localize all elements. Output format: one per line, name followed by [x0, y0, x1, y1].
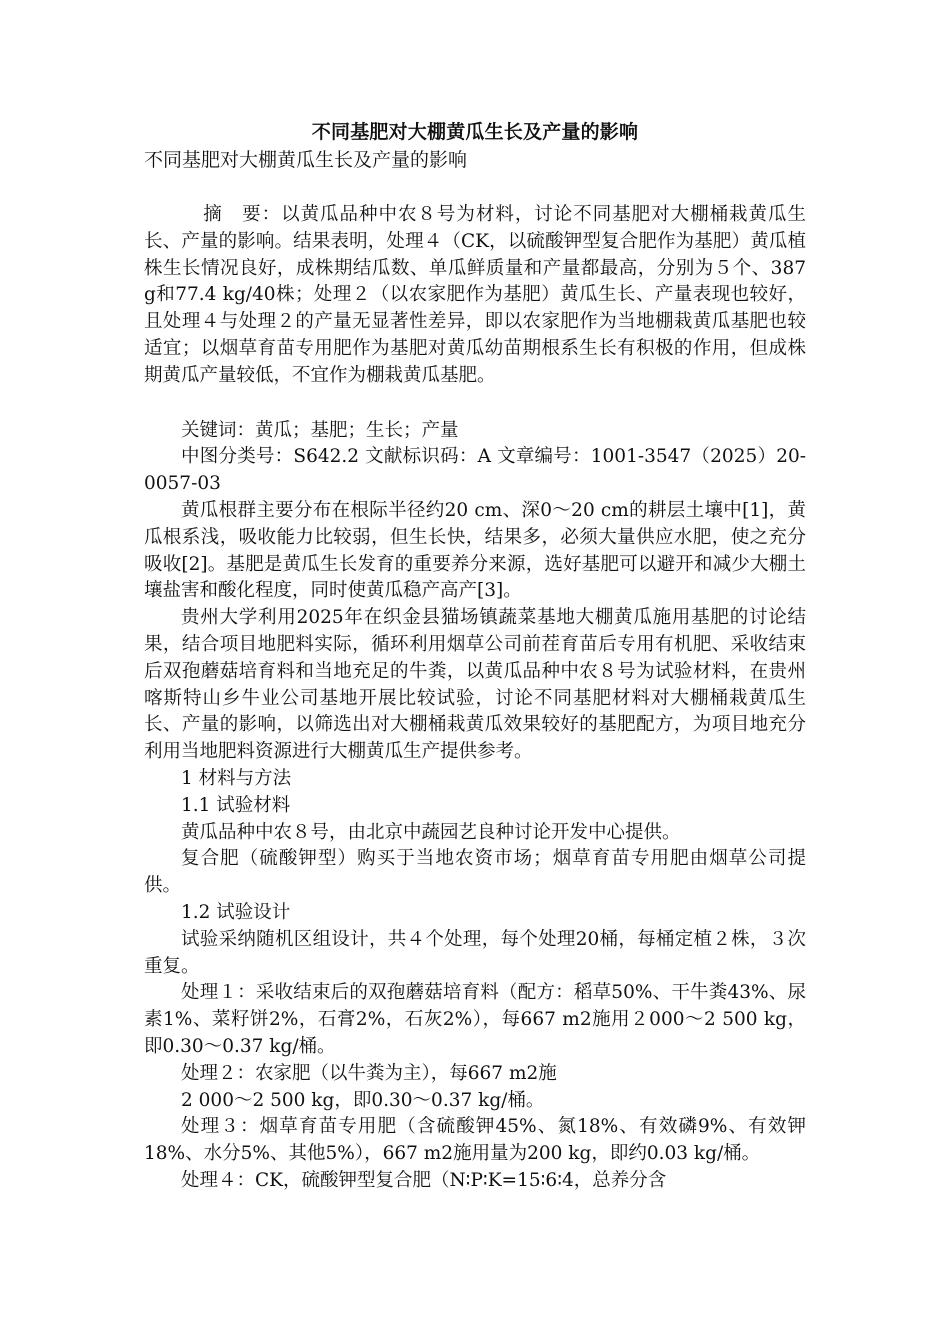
treatment-1-paragraph: 处理１：采收结束后的双孢蘑菇培育料（配方：稻草50%、干牛粪43%、尿素1%、菜籽饼2%，石膏2%，石灰2%），每667 m2施用２000～2 500 kg，即0.30～0.37 kg/桶。	[144, 982, 806, 1057]
treatment-4-paragraph: 处理４：CK，硫酸钾型复合肥（N∶P∶K=15∶6∶4，总养分含	[181, 1169, 667, 1191]
section-heading-materials-methods: 1 材料与方法	[181, 767, 292, 789]
subsection-heading-materials: 1.1 试验材料	[181, 794, 291, 816]
intro-paragraph-2: 贵州大学利用2025年在织金县猫场镇蔬菜基地大棚黄瓜施用基肥的讨论结果，结合项目地肥料实际，循环利用烟草公司前茬育苗后专用有机肥、采收结束后双孢蘑菇培育料和当地充足的牛粪，以黄瓜品种中农８号为试验材料，在贵州喀斯特山乡牛业公司基地开展比较试验，讨论不同基肥材料对大棚桶栽黄瓜生长、产量的影响，以筛选出对大棚桶栽黄瓜效果较好的基肥配方，为项目地充分利用当地肥料资源进行大棚黄瓜生产提供参考。	[144, 607, 806, 763]
intro-paragraph-1: 黄瓜根群主要分布在根际半径约20 cm、深0～20 cm的耕层土壤中[1]，黄瓜根系浅，吸收能力比较弱，但生长快，结果多，必须大量供应水肥，使之充分吸收[2]。基肥是黄瓜生长发育的重要养分来源，选好基肥可以避开和减少大棚土壤盐害和酸化程度，同时使黄瓜稳产高产[3]。	[144, 499, 806, 602]
abstract-paragraph: 摘 要：以黄瓜品种中农８号为材料，讨论不同基肥对大棚桶栽黄瓜生长、产量的影响。结果表明，处理４（CK，以硫酸钾型复合肥作为基肥）黄瓜植株生长情况良好，成株期结瓜数、单瓜鲜质量和产量都最高，分别为５个、387 g和77.4 kg/40株；处理２（以农家肥作为基肥）黄瓜生长、产量表现也较好，且处理４与处理２的产量无显著性差异，即以农家肥作为当地棚栽黄瓜基肥也较适宜；以烟草育苗专用肥作为基肥对黄瓜幼苗期根系生长有积极的作用，但成株期黄瓜产量较低，不宜作为棚栽黄瓜基肥。	[144, 204, 806, 386]
design-paragraph: 试验采纳随机区组设计，共４个处理，每个处理20桶，每桶定植２株，３次重复。	[144, 928, 806, 977]
document-subtitle: 不同基肥对大棚黄瓜生长及产量的影响	[144, 149, 468, 171]
blank-line	[144, 390, 806, 418]
classification-line: 中图分类号：S642.2 文献标识码：A 文章编号：1001-3547（2025）20-0057-03	[144, 446, 806, 495]
document-page	[144, 118, 806, 1195]
treatment-2-continued: 2 000～2 500 kg，即0.30～0.37 kg/桶。	[181, 1089, 545, 1111]
document-title: 不同基肥对大棚黄瓜生长及产量的影响	[311, 121, 639, 143]
treatment-2-paragraph: 处理２：农家肥（以牛粪为主），每667 m2施	[181, 1062, 557, 1084]
subsection-heading-design: 1.2 试验设计	[181, 901, 291, 923]
keywords-line: 关键词：黄瓜；基肥；生长；产量	[181, 419, 459, 441]
blank-line	[144, 174, 806, 202]
treatment-3-paragraph: 处理３：烟草育苗专用肥（含硫酸钾45%、氮18%、有效磷9%、有效钾18%、水分5%、其他5%），667 m2施用量为200 kg，即约0.03 kg/桶。	[144, 1116, 806, 1165]
materials-paragraph-1: 黄瓜品种中农８号，由北京中蔬园艺良种讨论开发中心提供。	[181, 821, 681, 843]
materials-paragraph-2: 复合肥（硫酸钾型）购买于当地农资市场；烟草育苗专用肥由烟草公司提供。	[144, 848, 806, 897]
